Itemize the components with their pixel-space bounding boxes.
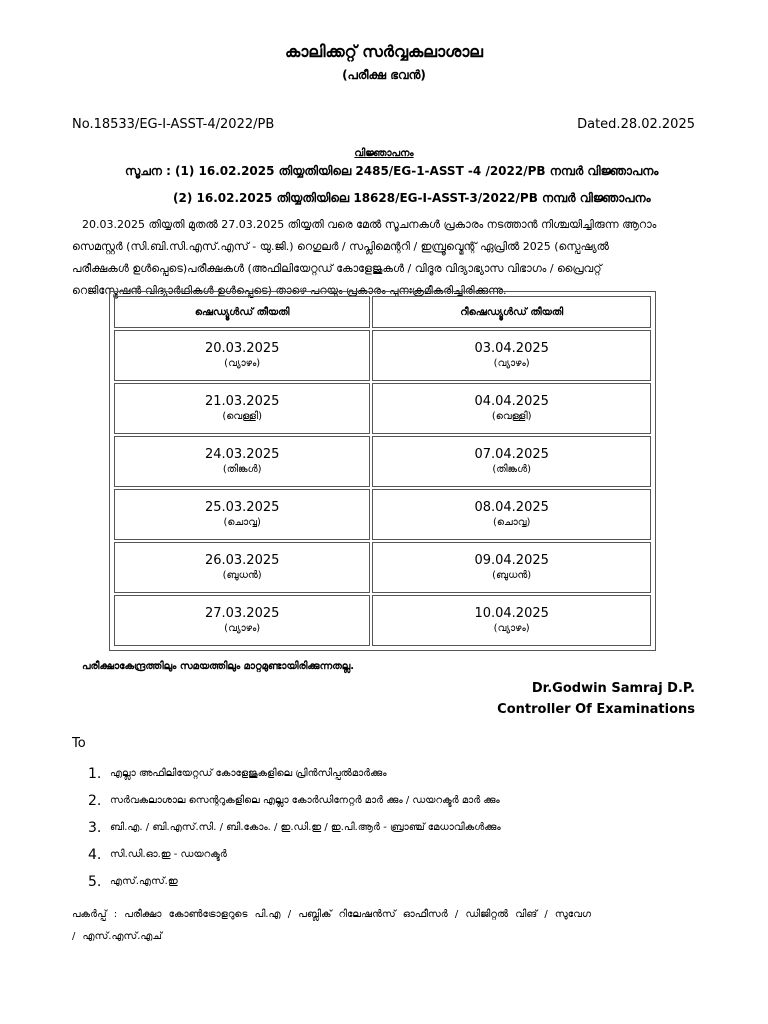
scheduled-date: 20.03.2025 bbox=[204, 341, 280, 356]
list-item bbox=[88, 760, 501, 787]
list-text: സി.ഡി.ഓ.ഇ - ഡയറക്ടർ bbox=[110, 849, 227, 860]
scheduled-day: (വ്യാഴം) bbox=[224, 358, 261, 369]
schedule-table bbox=[109, 291, 656, 651]
rescheduled-date: 08.04.2025 bbox=[474, 500, 549, 515]
rescheduled-cell bbox=[372, 383, 651, 434]
to-label: To bbox=[72, 736, 86, 751]
department-subtitle: (പരീക്ഷ ഭവൻ) bbox=[342, 68, 426, 82]
scheduled-day: (ചൊവ്വ) bbox=[223, 517, 261, 528]
list-item bbox=[88, 787, 501, 814]
notification-heading: വിജ്ഞാപനം bbox=[354, 148, 414, 159]
list-number: 2. bbox=[88, 792, 102, 809]
scheduled-day: (ബുധൻ) bbox=[222, 570, 262, 581]
table-row bbox=[114, 595, 651, 646]
list-text: എല്ലാ അഫിലിയേറ്റഡ് കോളേജുകളിലെ പ്രിൻസിപ്പൽമാർക്കും bbox=[110, 768, 387, 779]
paragraph-line: 20.03.2025 തിയ്യതി മുതൽ 27.03.2025 തിയ്യതി വരെ മേൽ സൂചനകൾ പ്രകാരം നടത്താൻ നിശ്ചയിച്ചിരുന്ന ആറാം bbox=[82, 218, 657, 231]
scheduled-cell bbox=[114, 595, 370, 646]
rescheduled-cell bbox=[372, 489, 651, 540]
signatory-name: Dr.Godwin Samraj D.P. bbox=[531, 681, 695, 696]
rescheduled-cell bbox=[372, 542, 651, 593]
scheduled-date: 26.03.2025 bbox=[204, 553, 280, 568]
reference-line-1: സൂചന : (1) 16.02.2025 തിയ്യതിയിലെ 2485/EG-1-ASST -4 /2022/PB നമ്പർ വിജ്ഞാപനം bbox=[125, 164, 659, 178]
scheduled-date: 21.03.2025 bbox=[204, 394, 280, 409]
column-header-scheduled: ഷെഡ്യൂൾഡ് തീയതി bbox=[114, 296, 370, 328]
rescheduled-day: (വെള്ളി) bbox=[491, 411, 532, 422]
distribution-list bbox=[88, 760, 501, 895]
university-title: കാലിക്കറ്റ് സർവ്വകലാശാല bbox=[284, 42, 483, 61]
rescheduled-date: 07.04.2025 bbox=[474, 447, 549, 462]
list-text: എസ്.എസ്.ഇ bbox=[110, 876, 178, 887]
notification-paragraph bbox=[72, 214, 698, 302]
venue-time-note: പരീക്ഷാകേന്ദ്രത്തിലും സമയത്തിലും മാറ്റമുണ്ടായിരിക്കുന്നതല്ല. bbox=[82, 661, 355, 672]
scheduled-cell bbox=[114, 489, 370, 540]
scheduled-cell bbox=[114, 436, 370, 487]
rescheduled-date: 09.04.2025 bbox=[474, 553, 549, 568]
copy-to-line bbox=[72, 904, 698, 948]
scheduled-date: 27.03.2025 bbox=[204, 606, 280, 621]
scheduled-date: 24.03.2025 bbox=[204, 447, 280, 462]
scheduled-cell bbox=[114, 542, 370, 593]
rescheduled-cell bbox=[372, 436, 651, 487]
list-text: സർവകലാശാല സെന്ററുകളിലെ എല്ലാ കോർഡിനേറ്റർ മാർ ക്കും / ഡയറക്ടർ മാർ ക്കും bbox=[110, 795, 500, 806]
reference-number: No.18533/EG-I-ASST-4/2022/PB bbox=[72, 117, 275, 132]
column-header-rescheduled: റീഷെഡ്യൂൾഡ് തീയതി bbox=[372, 296, 651, 328]
list-text: ബി.എ. / ബി.എസ്.സി. / ബി.കോം. / ഇ.ഡി.ഇ / ഇ.പി.ആർ - ബ്രാഞ്ച് മേധാവികൾക്കും bbox=[110, 822, 501, 833]
rescheduled-date: 04.04.2025 bbox=[474, 394, 549, 409]
rescheduled-date: 03.04.2025 bbox=[474, 341, 549, 356]
table-row bbox=[114, 436, 651, 487]
scheduled-cell bbox=[114, 330, 370, 381]
paragraph-line: റെജിസ്ട്രേഷൻ വിദ്യാർഥികൾ ഉൾപ്പെടെ) താഴെ പറയും പ്രകാരം പുനഃക്രമീകരിച്ചിരിക്കുന്നു. bbox=[72, 284, 507, 297]
scheduled-day: (വെള്ളി) bbox=[222, 411, 263, 422]
list-item bbox=[88, 814, 501, 841]
copy-text-line: പകർപ്പ് : പരീക്ഷാ കോൺട്രോളറുടെ പി.എ / പബ്ലിക് റിലേഷൻസ് ഓഫീസർ / ഡിജിറ്റൽ വിങ് / സുവേഗ bbox=[72, 909, 591, 920]
list-number: 1. bbox=[88, 765, 102, 782]
rescheduled-date: 10.04.2025 bbox=[474, 606, 549, 621]
table-row bbox=[114, 330, 651, 381]
table-row bbox=[114, 489, 651, 540]
table-row bbox=[114, 383, 651, 434]
rescheduled-day: (വ്യാഴം) bbox=[493, 358, 530, 369]
scheduled-day: (വ്യാഴം) bbox=[224, 623, 261, 634]
scheduled-cell bbox=[114, 383, 370, 434]
signatory-title: Controller Of Examinations bbox=[497, 702, 695, 717]
rescheduled-cell bbox=[372, 595, 651, 646]
reference-line-2: (2) 16.02.2025 തിയ്യതിയിലെ 18628/EG-I-ASST-3/2022/PB നമ്പർ വിജ്ഞാപനം bbox=[173, 191, 651, 205]
list-item bbox=[88, 841, 501, 868]
list-number: 3. bbox=[88, 819, 102, 836]
list-number: 5. bbox=[88, 873, 102, 890]
paragraph-line: പരീക്ഷകൾ ഉൾപ്പെടെ)പരീക്ഷകൾ (അഫിലിയേറ്റഡ് കോളേജുകൾ / വിദൂര വിദ്യാഭ്യാസ വിഭാഗം / പ്രൈവറ്റ് bbox=[72, 262, 602, 275]
rescheduled-cell bbox=[372, 330, 651, 381]
scheduled-day: (തിങ്കൾ) bbox=[222, 464, 262, 475]
rescheduled-day: (ബുധൻ) bbox=[492, 570, 532, 581]
list-item bbox=[88, 868, 501, 895]
paragraph-line: സെമസ്റ്റർ (സി.ബി.സി.എസ്.എസ് - യു.ജി.) റെഗുലർ / സപ്ലിമെന്ററി / ഇമ്പ്രൂവ്മെന്റ് ഏപ്രിൽ 2025 (സ്പെഷ്യൽ bbox=[72, 240, 609, 253]
list-number: 4. bbox=[88, 846, 102, 863]
scheduled-date: 25.03.2025 bbox=[204, 500, 280, 515]
rescheduled-day: (തിങ്കൾ) bbox=[492, 464, 532, 475]
table-row bbox=[114, 542, 651, 593]
document-date: Dated.28.02.2025 bbox=[577, 117, 695, 132]
copy-text-line: / എസ്.എസ്.എച് bbox=[72, 931, 162, 942]
rescheduled-day: (വ്യാഴം) bbox=[493, 623, 530, 634]
rescheduled-day: (ചൊവ്വ) bbox=[492, 517, 531, 528]
